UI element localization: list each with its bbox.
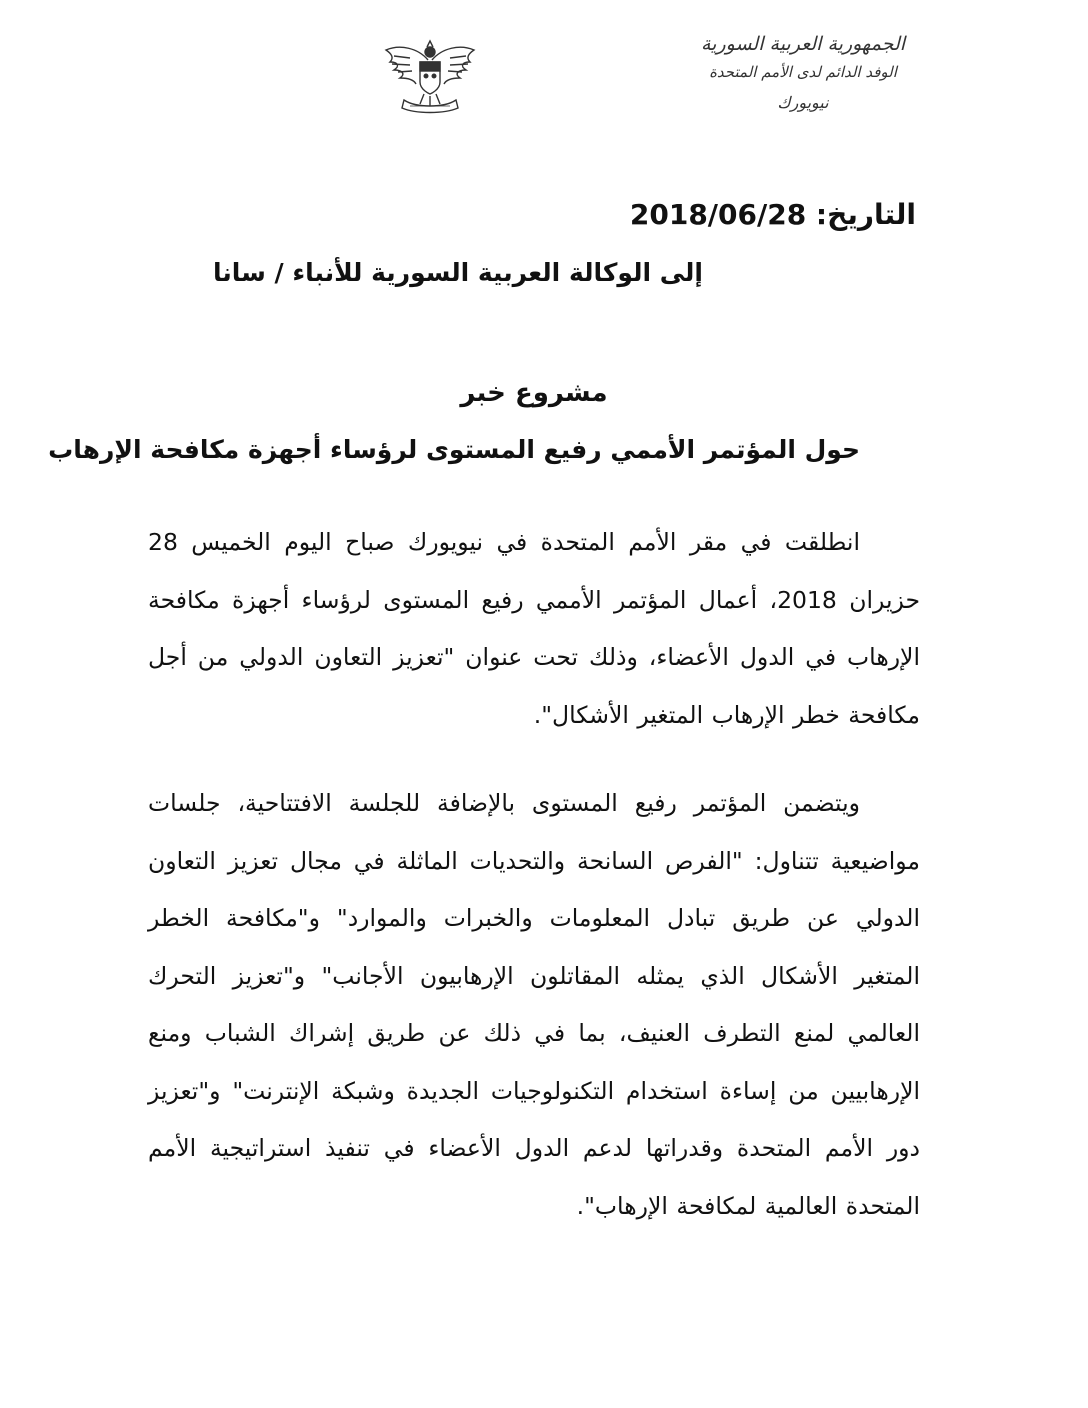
letterhead-country: الجمهورية العربية السورية <box>700 33 906 55</box>
document-subtitle: حول المؤتمر الأممي رفيع المستوى لرؤساء أجهزة مكافحة الإرهاب <box>48 435 860 464</box>
letterhead <box>668 30 938 118</box>
document-date: التاريخ: 2018/06/28 <box>629 198 916 231</box>
document-title-text: مشروع خبر <box>460 378 608 408</box>
letterhead-mission: الوفد الدائم لدى الأمم المتحدة <box>709 63 897 81</box>
addressee: إلى الوكالة العربية السورية للأنباء / سانا <box>213 258 703 287</box>
body-paragraph-2: ويتضمن المؤتمر رفيع المستوى بالإضافة للجلسة الافتتاحية، جلسات مواضيعية تتناول: "الفرص السانحة والتحديات الماثلة في مجال تعزيز التعاون الدولي عن طريق تبادل المعلومات والخبرات والموارد" و"مكافحة الخطر المتغير الأشكال الذي يمثله المقاتلون الإرهابيون الأجانب" و"تعزيز التحرك العالمي لمنع التطرف العنيف، بما في ذلك عن طريق إشراك الشباب ومنع الإرهابيين من إساءة استخدام التكنولوجيات الجديدة وشبكة الإنترنت" و"تعزيز دور الأمم المتحدة وقدراتها لدعم الدول الأعضاء في تنفيذ استراتيجية الأمم المتحدة العالمية لمكافحة الإرهاب". <box>148 789 920 1220</box>
body-paragraph-1: انطلقت في مقر الأمم المتحدة في نيويورك صباح اليوم الخميس 28 حزيران 2018، أعمال المؤتمر الأممي رفيع المستوى لرؤساء أجهزة مكافحة الإرهاب في الدول الأعضاء، وذلك تحت عنوان "تعزيز التعاون الدولي من أجل مكافحة خطر الإرهاب المتغير الأشكال". <box>148 528 921 729</box>
document-title <box>0 378 1088 408</box>
syrian-eagle-emblem-icon <box>380 38 480 118</box>
letterhead-city: نيويورك <box>777 93 829 112</box>
